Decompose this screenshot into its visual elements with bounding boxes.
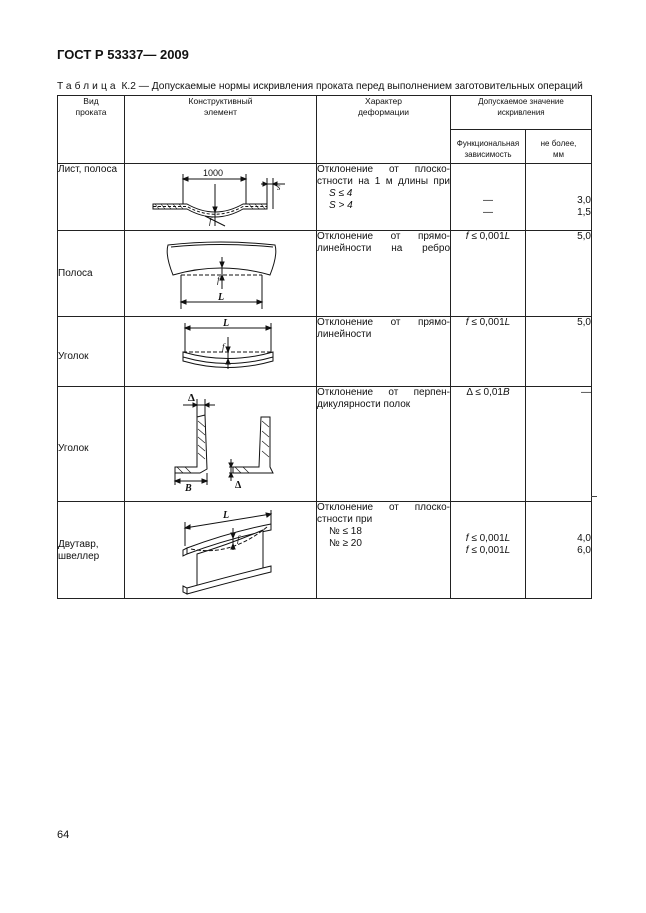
function-cell — [451, 502, 526, 599]
svg-text:L: L — [223, 318, 230, 329]
type-cell: Уголок — [58, 387, 125, 502]
header-deformation-line1: Характер — [365, 96, 402, 106]
deformation-cell — [317, 502, 451, 599]
svg-text:s: s — [277, 182, 281, 192]
deformation-cell — [317, 164, 451, 231]
figure-cell — [125, 231, 317, 317]
sheet-flatness-figure — [125, 164, 315, 230]
limit-cell — [526, 164, 592, 231]
function-cell — [451, 164, 526, 231]
function-value: f ≤ 0,001L — [465, 545, 511, 556]
deformation-line2: стности на 1 м длины при — [317, 176, 450, 187]
table-row — [58, 164, 592, 231]
header-allowed-line1: Допускаемое значение — [478, 97, 564, 106]
function-cell: f ≤ 0,001L — [451, 231, 526, 317]
type-cell — [58, 502, 125, 599]
header-allowed-line2: искривления — [497, 108, 545, 117]
header-element-line2: элемент — [204, 107, 237, 117]
deformation-cell — [317, 387, 451, 502]
angle-straightness-figure — [125, 317, 315, 385]
header-deformation — [317, 96, 451, 164]
deviation-table — [57, 95, 592, 599]
limit-value: 6,0 — [577, 545, 591, 556]
header-function-line1: Функциональная — [456, 139, 520, 148]
deformation-line2: дикулярности полок — [317, 399, 411, 410]
table-row — [58, 317, 592, 387]
limit-cell: 5,0 — [526, 231, 592, 317]
header-type — [58, 96, 125, 164]
condition-text: № ≤ 18 — [329, 526, 362, 537]
deformation-line1: Отклонение от плоско- — [317, 502, 450, 513]
ibeam-flatness-figure — [125, 502, 315, 597]
table-row — [58, 231, 592, 317]
header-function — [451, 130, 526, 164]
svg-text:L: L — [218, 292, 225, 303]
figure-cell — [125, 502, 317, 599]
limit-cell — [526, 502, 592, 599]
deformation-line2: стности при — [317, 514, 373, 525]
condition-s-gt-4 — [317, 200, 450, 212]
svg-text:Δ: Δ — [235, 480, 242, 491]
svg-text:Δ: Δ — [188, 392, 195, 404]
svg-text:f: f — [237, 534, 240, 544]
header-limit-line2: мм — [553, 150, 564, 159]
header-row — [58, 96, 592, 130]
condition-s-le-4 — [317, 188, 450, 200]
deformation-line1: Отклонение от прямо- — [317, 317, 450, 328]
deformation-line2: линейности — [317, 329, 372, 340]
function-value: — — [483, 207, 493, 218]
deformation-cell — [317, 317, 451, 387]
deformation-cell — [317, 231, 451, 317]
header-type-line1: Вид — [83, 96, 99, 106]
header-allowed — [451, 96, 592, 130]
table-caption — [57, 81, 583, 92]
document-code: ГОСТ Р 53337— 2009 — [57, 47, 189, 62]
limit-cell: 5,0 — [526, 317, 592, 387]
function-cell: Δ ≤ 0,01B — [451, 387, 526, 502]
page-number: 64 — [57, 829, 70, 841]
type-line2: швеллер — [58, 551, 100, 562]
deformation-line1: Отклонение от перпен- — [317, 387, 450, 398]
dimension-1000-label: 1000 — [203, 168, 224, 178]
limit-value: 3,0 — [577, 195, 591, 206]
header-limit — [526, 130, 592, 164]
limit-value: 1,5 — [577, 207, 591, 218]
deformation-line1: Отклонение от плоско- — [317, 164, 450, 175]
type-line1: Двутавр, — [58, 539, 99, 550]
type-cell: Уголок — [58, 317, 125, 387]
deformation-line1: Отклонение от прямо- — [317, 231, 450, 242]
condition-text: S > 4 — [329, 200, 353, 211]
header-limit-line1: не более, — [540, 139, 577, 148]
figure-cell — [125, 317, 317, 387]
header-element — [125, 96, 317, 164]
function-value: f ≤ 0,001L — [465, 533, 511, 544]
caption-prefix: Таблица — [57, 81, 119, 92]
header-function-line2: зависимость — [464, 150, 512, 159]
svg-text:f: f — [217, 275, 220, 285]
header-deformation-line2: деформации — [357, 107, 410, 117]
header-element-line1: Конструктивный — [188, 96, 253, 106]
figure-cell — [125, 387, 317, 502]
table-row — [58, 387, 592, 502]
svg-text:B: B — [185, 483, 192, 494]
angle-perpendicularity-figure — [125, 387, 315, 499]
deformation-line2: линейности на ребро — [317, 243, 450, 254]
limit-value: 4,0 — [577, 533, 591, 544]
figure-cell — [125, 164, 317, 231]
type-cell: Лист, полоса — [58, 164, 125, 231]
strip-edge-figure — [125, 231, 315, 315]
svg-text:f: f — [209, 216, 212, 226]
table-row — [58, 502, 592, 599]
scan-artifact-line — [591, 496, 597, 497]
svg-text:L: L — [223, 510, 230, 521]
header-type-line2: проката — [75, 107, 107, 117]
function-cell: f ≤ 0,001L — [451, 317, 526, 387]
limit-cell: — — [526, 387, 592, 502]
condition-text: S ≤ 4 — [329, 188, 353, 199]
type-cell: Полоса — [58, 231, 125, 317]
function-value: — — [483, 195, 493, 206]
svg-text:f: f — [222, 342, 225, 352]
condition-text: № ≥ 20 — [329, 538, 362, 549]
caption-text: К.2 — Допускаемые нормы искривления проката перед выполнением заготовительных операций — [118, 81, 583, 92]
